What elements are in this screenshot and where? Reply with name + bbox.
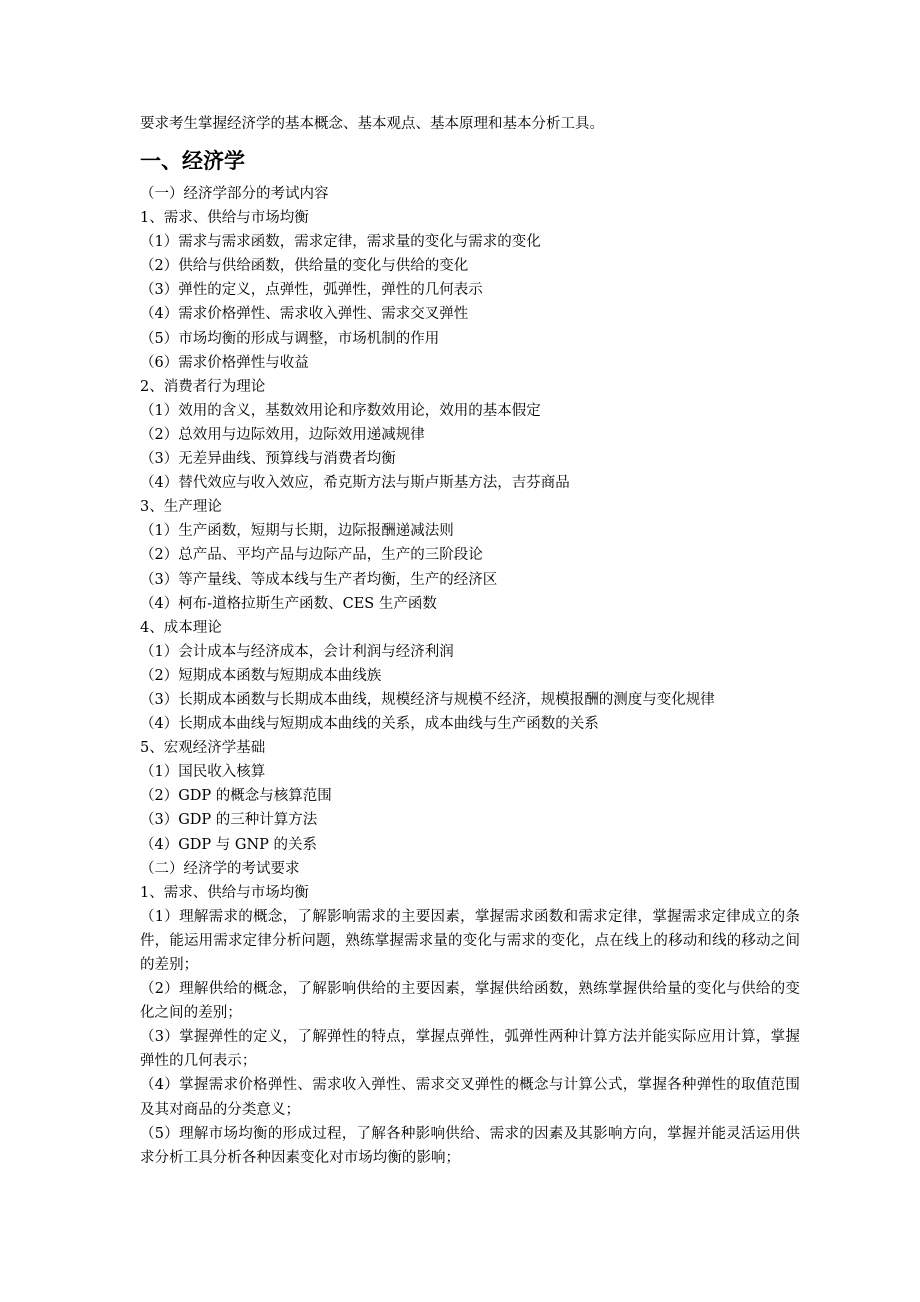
topic-title: 4、成本理论 bbox=[140, 619, 222, 636]
list-item: （3）等产量线、等成本线与生产者均衡，生产的经济区 bbox=[140, 571, 498, 588]
list-item: （2）GDP 的概念与核算范围 bbox=[140, 788, 332, 805]
list-item: （5）市场均衡的形成与调整，市场机制的作用 bbox=[140, 330, 440, 347]
topic-title: 2、消费者行为理论 bbox=[140, 378, 266, 395]
list-item: （1）效用的含义，基数效用论和序数效用论，效用的基本假定 bbox=[140, 402, 541, 419]
list-item: （1）国民收入核算 bbox=[140, 764, 266, 781]
list-item: （4）长期成本曲线与短期成本曲线的关系，成本曲线与生产函数的关系 bbox=[140, 716, 599, 733]
list-item: （6）需求价格弹性与收益 bbox=[140, 354, 309, 371]
list-item: （2）总产品、平均产品与边际产品，生产的三阶段论 bbox=[140, 547, 483, 564]
requirement-paragraph: （2）理解供给的概念，了解影响供给的主要因素，掌握供给函数，熟练掌握供给量的变化与供给的变化之间的差别； bbox=[140, 981, 800, 1022]
list-item: （4）需求价格弹性、需求收入弹性、需求交叉弹性 bbox=[140, 306, 469, 323]
list-item: （3）无差异曲线、预算线与消费者均衡 bbox=[140, 451, 396, 468]
list-item: （4）柯布-道格拉斯生产函数、CES 生产函数 bbox=[140, 595, 437, 612]
requirement-paragraph: （3）掌握弹性的定义，了解弹性的特点，掌握点弹性，弧弹性两种计算方法并能实际应用计算，掌握弹性的几何表示； bbox=[140, 1029, 800, 1070]
document-page bbox=[140, 112, 800, 1170]
list-item: （4）GDP 与 GNP 的关系 bbox=[140, 836, 318, 853]
topic-title: 1、需求、供给与市场均衡 bbox=[140, 884, 309, 901]
part1-heading: （一）经济学部分的考试内容 bbox=[140, 186, 329, 202]
list-item: （2）总效用与边际效用，边际效用递减规律 bbox=[140, 426, 425, 443]
requirement-paragraph: （5）理解市场均衡的形成过程，了解各种影响供给、需求的因素及其影响方向，掌握并能灵活运用供求分析工具分析各种因素变化对市场均衡的影响； bbox=[140, 1125, 800, 1166]
topic-title: 5、宏观经济学基础 bbox=[140, 740, 266, 757]
topic-title: 3、生产理论 bbox=[140, 499, 222, 516]
list-item: （4）替代效应与收入效应，希克斯方法与斯卢斯基方法，吉芬商品 bbox=[140, 475, 570, 492]
list-item: （1）生产函数，短期与长期，边际报酬递减法则 bbox=[140, 523, 454, 540]
list-item: （3）GDP 的三种计算方法 bbox=[140, 812, 318, 829]
section-title: 一、经济学 bbox=[140, 149, 245, 173]
list-item: （3）弹性的定义，点弹性，弧弹性，弹性的几何表示 bbox=[140, 282, 483, 299]
topic-title: 1、需求、供给与市场均衡 bbox=[140, 210, 309, 227]
requirement-paragraph: （1）理解需求的概念，了解影响需求的主要因素，掌握需求函数和需求定律，掌握需求定律成立的条件，能运用需求定律分析问题，熟练掌握需求量的变化与需求的变化，点在线上的移动和线的移动之间的差别； bbox=[140, 908, 800, 973]
list-item: （2）供给与供给函数，供给量的变化与供给的变化 bbox=[140, 258, 469, 275]
list-item: （2）短期成本函数与短期成本曲线族 bbox=[140, 667, 382, 684]
part2-heading: （二）经济学的考试要求 bbox=[140, 860, 300, 877]
list-item: （1）会计成本与经济成本，会计利润与经济利润 bbox=[140, 643, 454, 660]
list-item: （1）需求与需求函数，需求定律，需求量的变化与需求的变化 bbox=[140, 234, 541, 251]
intro-text: 要求考生掌握经济学的基本概念、基本观点、基本原理和基本分析工具。 bbox=[140, 116, 604, 132]
list-item: （3）长期成本函数与长期成本曲线，规模经济与规模不经济，规模报酬的测度与变化规律 bbox=[140, 691, 715, 708]
requirement-paragraph: （4）掌握需求价格弹性、需求收入弹性、需求交叉弹性的概念与计算公式，掌握各种弹性的取值范围及其对商品的分类意义； bbox=[140, 1077, 800, 1118]
